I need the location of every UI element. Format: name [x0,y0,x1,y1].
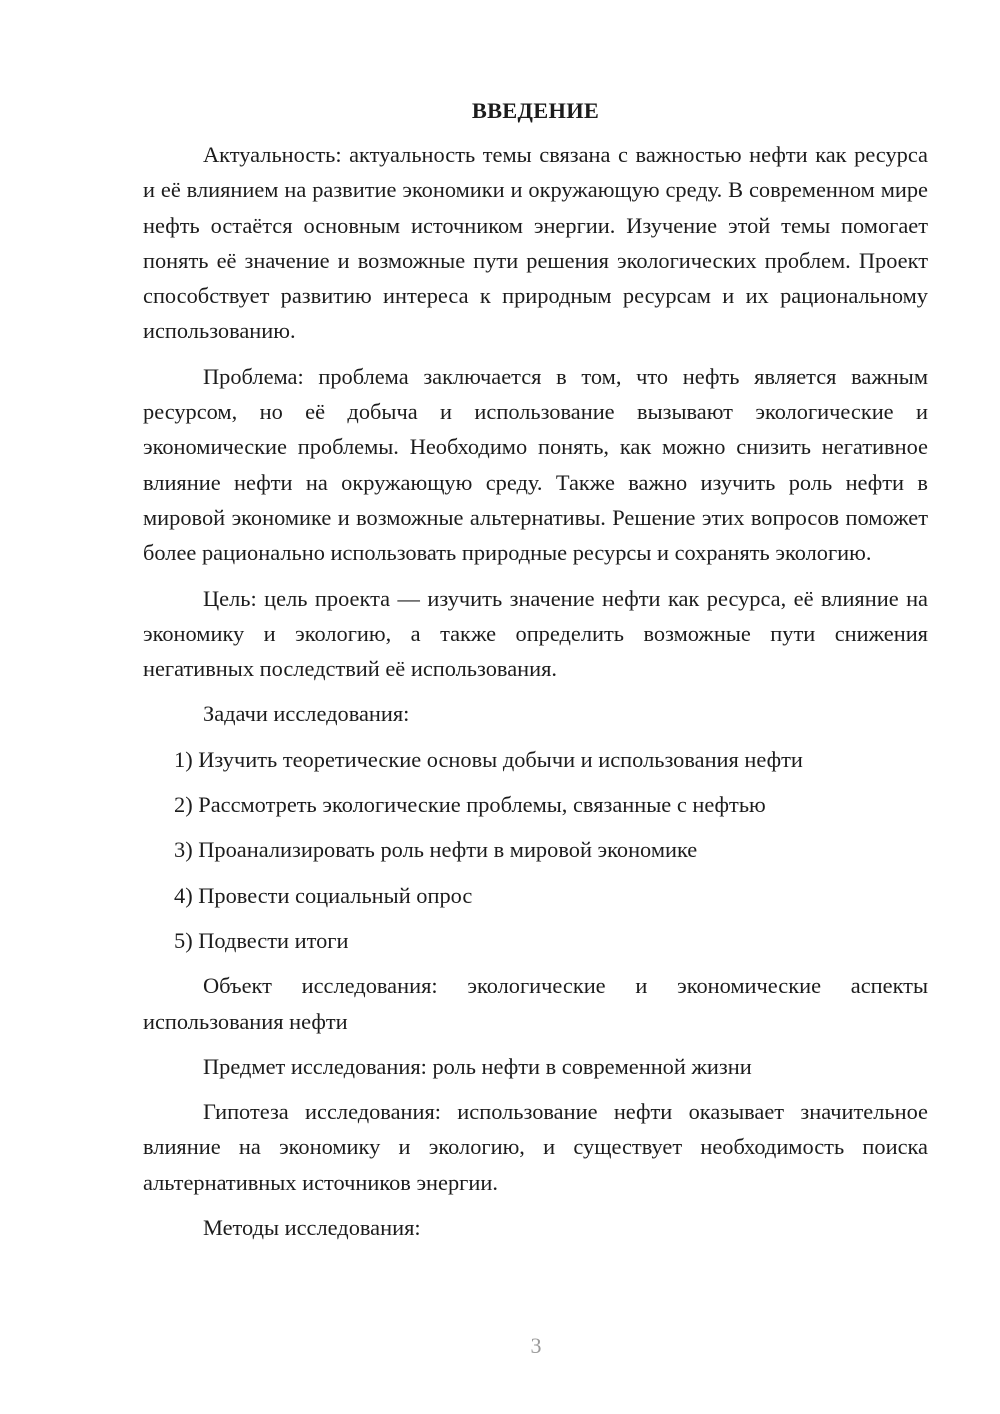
methods-heading: Методы исследования: [203,1215,421,1241]
section-title: ВВЕДЕНИЕ [471,98,600,123]
task-item: 2) Рассмотреть экологические проблемы, связанные с нефтью [174,792,766,818]
task-item: 5) Подвести итоги [174,927,349,953]
object-paragraph: Объект исследования: экологические и экономические аспекты использования нефти [143,973,928,1034]
page-content [143,96,928,1255]
page-number: 3 [530,1333,542,1358]
task-item: 1) Изучить теоретические основы добычи и использования нефти [174,746,803,772]
subject-paragraph: Предмет исследования: роль нефти в современной жизни [203,1053,752,1079]
tasks-list [143,742,928,958]
goal-paragraph: Цель: цель проекта — изучить значение нефти как ресурса, её влияние на экономику и экологию, а также определить возможные пути снижения негативных последствий её использования. [143,585,928,682]
problem-paragraph: Проблема: проблема заключается в том, что нефть является важным ресурсом, но её добыча и использование вызывают экологические и экономические проблемы. Необходимо понять, как можно снизить негативное влияние нефти на окружающую среду. Также важно изучить роль нефти в мировой экономике и возможные альтернативы. Решение этих вопросов поможет более рационально использовать природные ресурсы и сохранять экологию. [143,363,928,566]
task-item: 3) Проанализировать роль нефти в мировой экономике [174,837,698,863]
task-item: 4) Провести социальный опрос [174,882,473,908]
hypothesis-paragraph: Гипотеза исследования: использование нефти оказывает значительное влияние на экономику и экологию, и существует необходимость поиска альтернативных источников энергии. [143,1099,928,1195]
tasks-heading: Задачи исследования: [203,701,410,727]
relevance-paragraph: Актуальность: актуальность темы связана с важностью нефти как ресурса и её влиянием на развитие экономики и окружающую среду. В современном мире нефть остаётся основным источником энергии. Изучение этой темы помогает понять её значение и возможные пути решения экологических проблем. Проект способствует развитию интереса к природным ресурсам и их рациональному использованию. [143,142,928,344]
